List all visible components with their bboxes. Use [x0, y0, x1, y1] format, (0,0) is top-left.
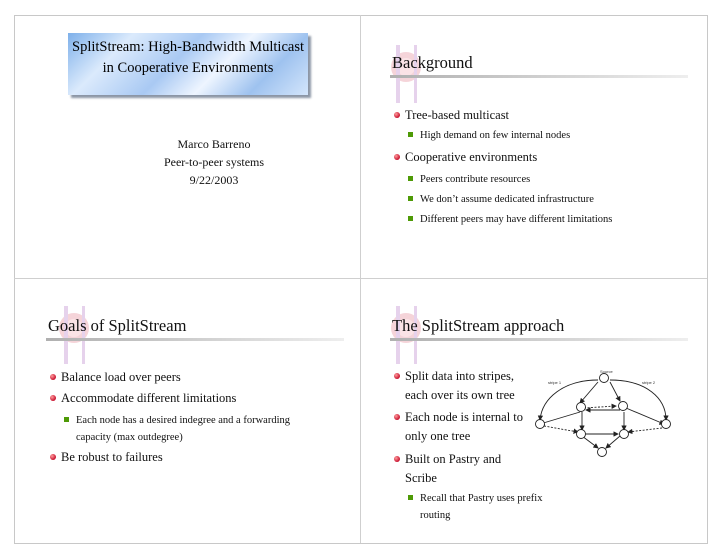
- slide-3: [14, 278, 360, 541]
- sub-bullet: Each node has a desired indegree and a forwarding capacity (max outdegree): [64, 412, 326, 446]
- bullet: Tree-based multicast: [394, 106, 509, 125]
- author-block: [114, 135, 314, 189]
- title-banner: [68, 33, 308, 95]
- bullet: Cooperative environments: [394, 148, 537, 167]
- green-bullet-icon: [408, 216, 413, 221]
- heading-underline: [46, 338, 344, 341]
- author-name: Marco Barreno: [177, 137, 251, 151]
- diagram-node: [577, 430, 586, 439]
- green-bullet-icon: [408, 495, 413, 500]
- presentation-title: SplitStream: High-Bandwidth Multicast in Cooperative Environments: [72, 39, 304, 76]
- green-bullet-icon: [408, 132, 413, 137]
- bullet: Each node is internal to only one tree: [394, 408, 540, 446]
- slide-heading: The SplitStream approach: [392, 316, 565, 335]
- sub-bullet: High demand on few internal nodes: [408, 127, 570, 144]
- source-node: [600, 374, 609, 383]
- course-name: Peer-to-peer systems: [163, 155, 265, 169]
- sub-bullet: We don’t assume dedicated infrastructure: [408, 191, 594, 208]
- sub-bullet: Recall that Pastry uses prefix routing: [408, 490, 545, 524]
- slide-1: [14, 15, 360, 278]
- red-bullet-icon: [394, 373, 400, 379]
- diagram-node: [536, 420, 545, 429]
- diagram-node: [577, 403, 586, 412]
- red-bullet-icon: [394, 456, 400, 462]
- stripe1-label: stripe 1: [548, 380, 562, 385]
- green-bullet-icon: [408, 176, 413, 181]
- heading-underline: [390, 338, 688, 341]
- red-bullet-icon: [50, 374, 56, 380]
- stripe2-label: stripe 2: [642, 380, 656, 385]
- diagram-node: [619, 402, 628, 411]
- bullet: Accommodate different limitations: [50, 389, 236, 408]
- red-bullet-icon: [50, 395, 56, 401]
- sub-bullet: Peers contribute resources: [408, 171, 530, 188]
- slide-heading: Goals of SplitStream: [48, 316, 187, 335]
- source-label: Source: [600, 369, 613, 374]
- diagram-node: [620, 430, 629, 439]
- slide-2: [360, 15, 706, 278]
- diagram-node: [662, 420, 671, 429]
- bullet: Balance load over peers: [50, 368, 181, 387]
- stripe-tree-diagram: [534, 368, 676, 458]
- bullet: Split data into stripes, each over its own tree: [394, 367, 540, 405]
- heading-underline: [390, 75, 688, 78]
- diagram-node: [598, 448, 607, 457]
- presentation-date: 9/22/2003: [189, 173, 239, 187]
- red-bullet-icon: [394, 414, 400, 420]
- slide-4: [360, 278, 706, 541]
- bullet: Built on Pastry and Scribe: [394, 450, 530, 488]
- green-bullet-icon: [64, 417, 69, 422]
- red-bullet-icon: [50, 454, 56, 460]
- green-bullet-icon: [408, 196, 413, 201]
- red-bullet-icon: [394, 112, 400, 118]
- sub-bullet: Different peers may have different limitations: [408, 211, 612, 228]
- red-bullet-icon: [394, 154, 400, 160]
- bullet: Be robust to failures: [50, 448, 163, 467]
- slide-heading: Background: [392, 53, 473, 72]
